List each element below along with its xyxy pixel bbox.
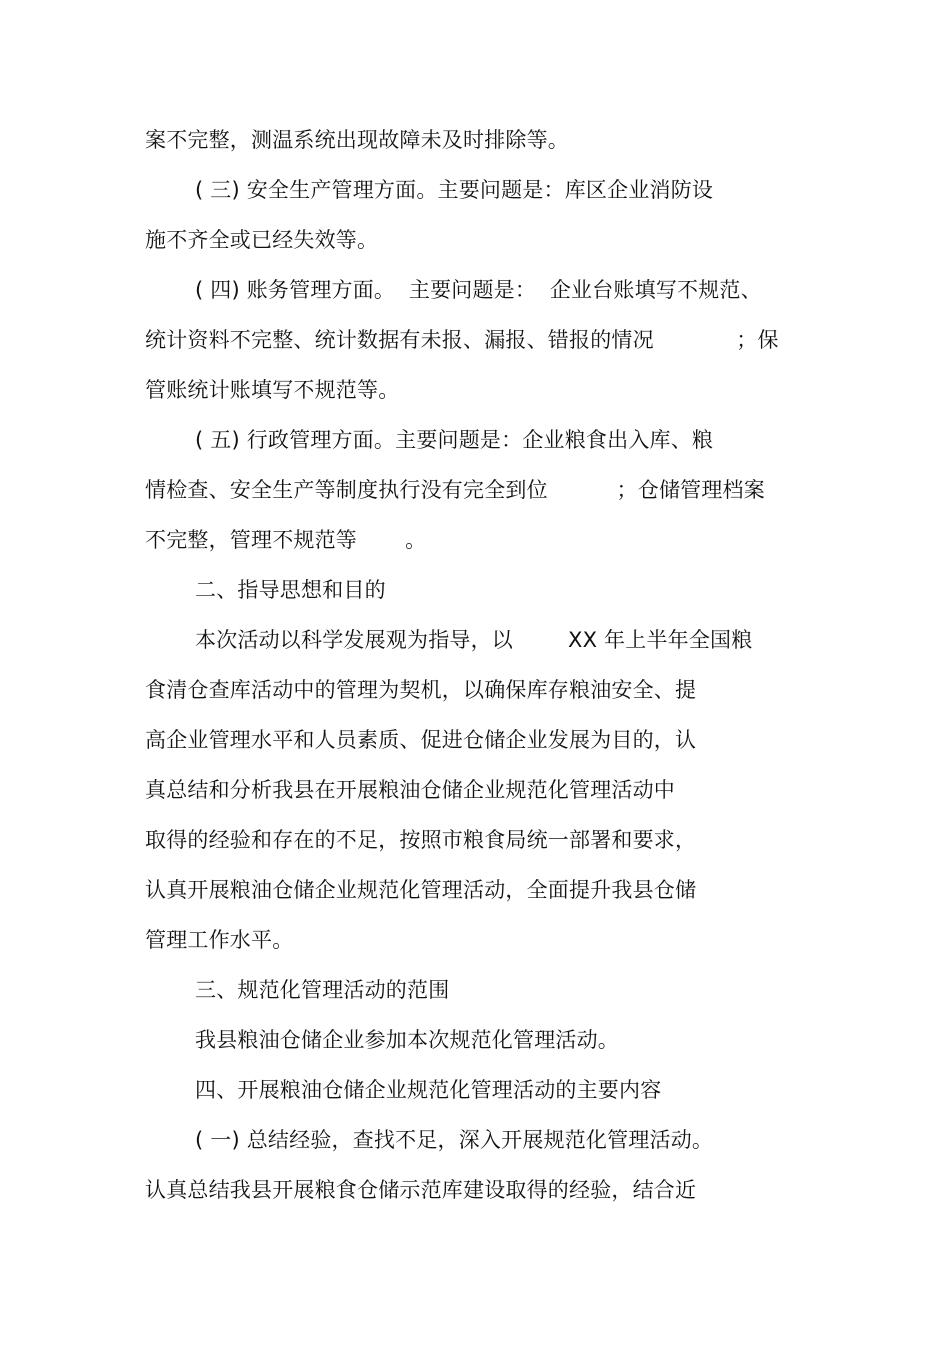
text-line: 认真开展粮油仓储企业规范化管理活动，全面提升我县仓储 xyxy=(145,878,697,902)
text-line: 高企业管理水平和人员素质、促进仓储企业发展为目的，认 xyxy=(145,728,697,752)
text-line: 不完整，管理不规范等 。 xyxy=(145,528,427,552)
text-line: 我县粮油仓储企业参加本次规范化管理活动。 xyxy=(195,1028,619,1052)
section-heading: 三、规范化管理活动的范围 xyxy=(195,978,450,1002)
text-line: 取得的经验和存在的不足，按照市粮食局统一部署和要求， xyxy=(145,828,697,852)
text-line: ( 一) 总结经验，查找不足，深入开展规范化管理活动。 xyxy=(195,1128,714,1152)
text-line: 案不完整，测温系统出现故障未及时排除等。 xyxy=(145,128,569,152)
text-line: ( 四) 账务管理方面。 主要问题是： 企业台账填写不规范、 xyxy=(195,278,762,302)
text-line: 施不齐全或已经失效等。 xyxy=(145,228,379,252)
section-heading: 四、开展粮油仓储企业规范化管理活动的主要内容 xyxy=(195,1078,662,1102)
text-line: 管账统计账填写不规范等。 xyxy=(145,378,400,402)
text-line: ( 三) 安全生产管理方面。主要问题是：库区企业消防设 xyxy=(195,178,714,202)
text-line: 管理工作水平。 xyxy=(145,928,294,952)
text-line: 认真总结我县开展粮食仓储示范库建设取得的经验，结合近 xyxy=(145,1178,697,1202)
text-line: ( 五) 行政管理方面。主要问题是：企业粮食出入库、粮 xyxy=(195,428,714,452)
text-line: 本次活动以科学发展观为指导，以 XX 年上半年全国粮 xyxy=(195,628,753,652)
section-heading: 二、指导思想和目的 xyxy=(195,578,386,602)
text-line: 真总结和分析我县在开展粮油仓储企业规范化管理活动中 xyxy=(145,778,675,802)
text-line: 食清仓查库活动中的管理为契机，以确保库存粮油安全、提 xyxy=(145,678,697,702)
text-line: 统计资料不完整、统计数据有未报、漏报、错报的情况 ；保 xyxy=(145,328,779,352)
text-line: 情检查、安全生产等制度执行没有完全到位 ；仓储管理档案 xyxy=(145,478,765,502)
